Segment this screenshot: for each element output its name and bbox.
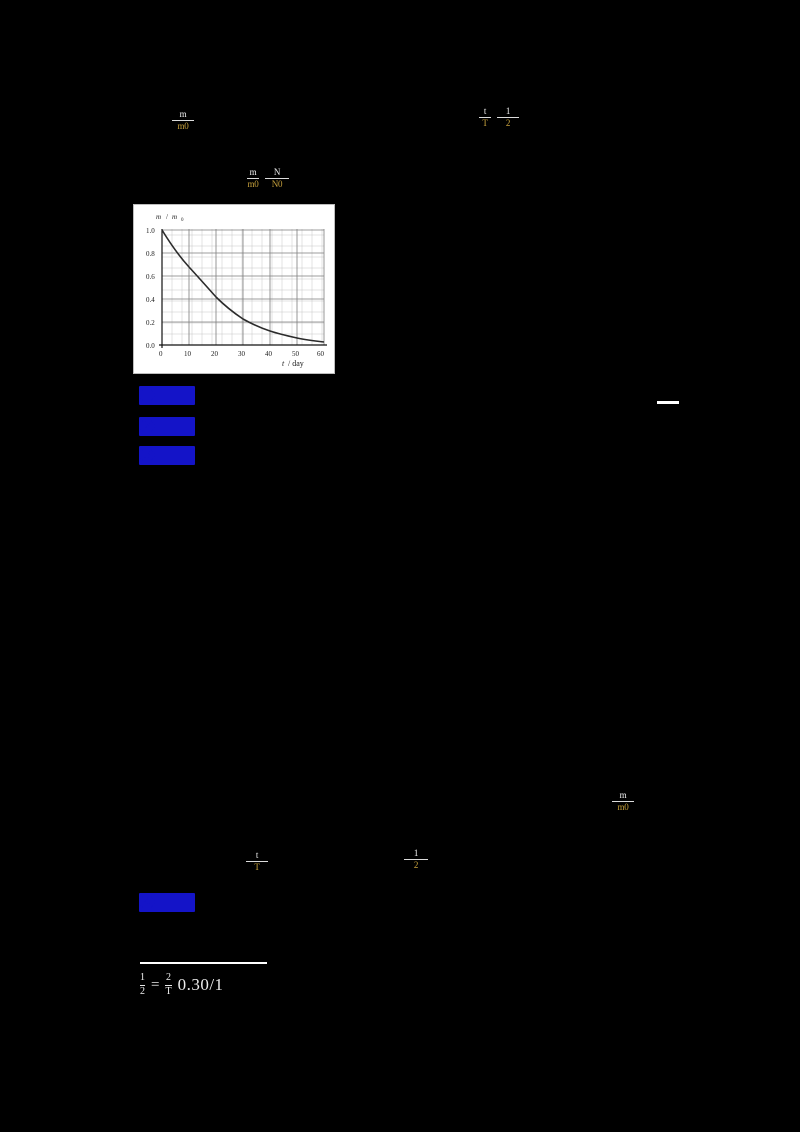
blue-marker-4: (4) [139, 893, 195, 912]
fragment-numerator: t [255, 849, 259, 860]
equation-result: 0.30/1 [177, 975, 224, 994]
math-fragment-m-over-m0 [172, 108, 194, 132]
fragment-numerator: 1 [505, 105, 511, 116]
equation-right-fraction [165, 973, 171, 997]
blue-marker-1: (1) [139, 386, 195, 405]
fragment-denominator: T [482, 117, 488, 128]
svg-text:0: 0 [159, 350, 163, 358]
svg-text:30: 30 [238, 350, 245, 358]
fragment-denominator: m0 [247, 178, 259, 189]
fragment-denominator: T [254, 861, 260, 872]
left-fraction-denominator: 2 [140, 985, 145, 997]
equals-sign: = [151, 976, 160, 993]
fragment-numerator: m [619, 789, 627, 800]
fragment-numerator: 1 [413, 847, 419, 858]
svg-text:60: 60 [317, 350, 324, 358]
fragment-denominator: m0 [177, 120, 189, 131]
blue-marker-3: (3) [139, 446, 195, 465]
math-fragment-m-over-m0-3 [612, 788, 634, 814]
svg-text:1.0: 1.0 [146, 227, 155, 235]
equation-left-fraction [140, 973, 145, 997]
fragment-denominator: 2 [413, 859, 419, 870]
svg-text:m: m [156, 213, 162, 221]
fragment-numerator: m [249, 166, 257, 177]
svg-text:0.2: 0.2 [146, 319, 155, 327]
svg-text:0.4: 0.4 [146, 296, 155, 304]
svg-text:20: 20 [211, 350, 218, 358]
svg-text:0.8: 0.8 [146, 250, 155, 258]
bottom-equation [140, 966, 360, 1004]
svg-text:t: t [282, 359, 285, 368]
svg-text:/: / [166, 213, 168, 221]
dash-mark [657, 401, 679, 404]
math-fragment-t-over-T [479, 104, 491, 130]
fragment-numerator: N [273, 166, 281, 177]
math-fragment-one-half-2 [404, 846, 428, 872]
fragment-numerator: t [483, 105, 487, 116]
svg-text:40: 40 [265, 350, 272, 358]
svg-text:0.6: 0.6 [146, 273, 155, 281]
svg-text:m: m [172, 213, 178, 221]
svg-text:0.0: 0.0 [146, 342, 155, 350]
svg-text:50: 50 [292, 350, 299, 358]
right-fraction-numerator: 2 [166, 972, 172, 983]
left-fraction-numerator: 1 [140, 972, 145, 983]
decay-curve-svg [134, 205, 334, 373]
math-fragment-m-over-m0-2 [247, 165, 259, 191]
svg-text:/ day: / day [288, 359, 304, 368]
equation-overline [140, 962, 267, 964]
math-fragment-N-over-N0 [265, 165, 289, 191]
right-fraction-denominator: T [165, 985, 172, 997]
decay-curve-figure [133, 204, 335, 374]
svg-text:10: 10 [184, 350, 191, 358]
math-fragment-t-over-T-2 [246, 848, 268, 874]
blue-marker-2: (2) [139, 417, 195, 436]
math-fragment-one-half [497, 104, 519, 130]
fragment-denominator: m0 [617, 801, 629, 812]
fragment-denominator: 2 [505, 117, 511, 128]
fragment-numerator: m [179, 108, 187, 119]
svg-text:0: 0 [181, 218, 184, 223]
fragment-denominator: N0 [271, 178, 283, 189]
